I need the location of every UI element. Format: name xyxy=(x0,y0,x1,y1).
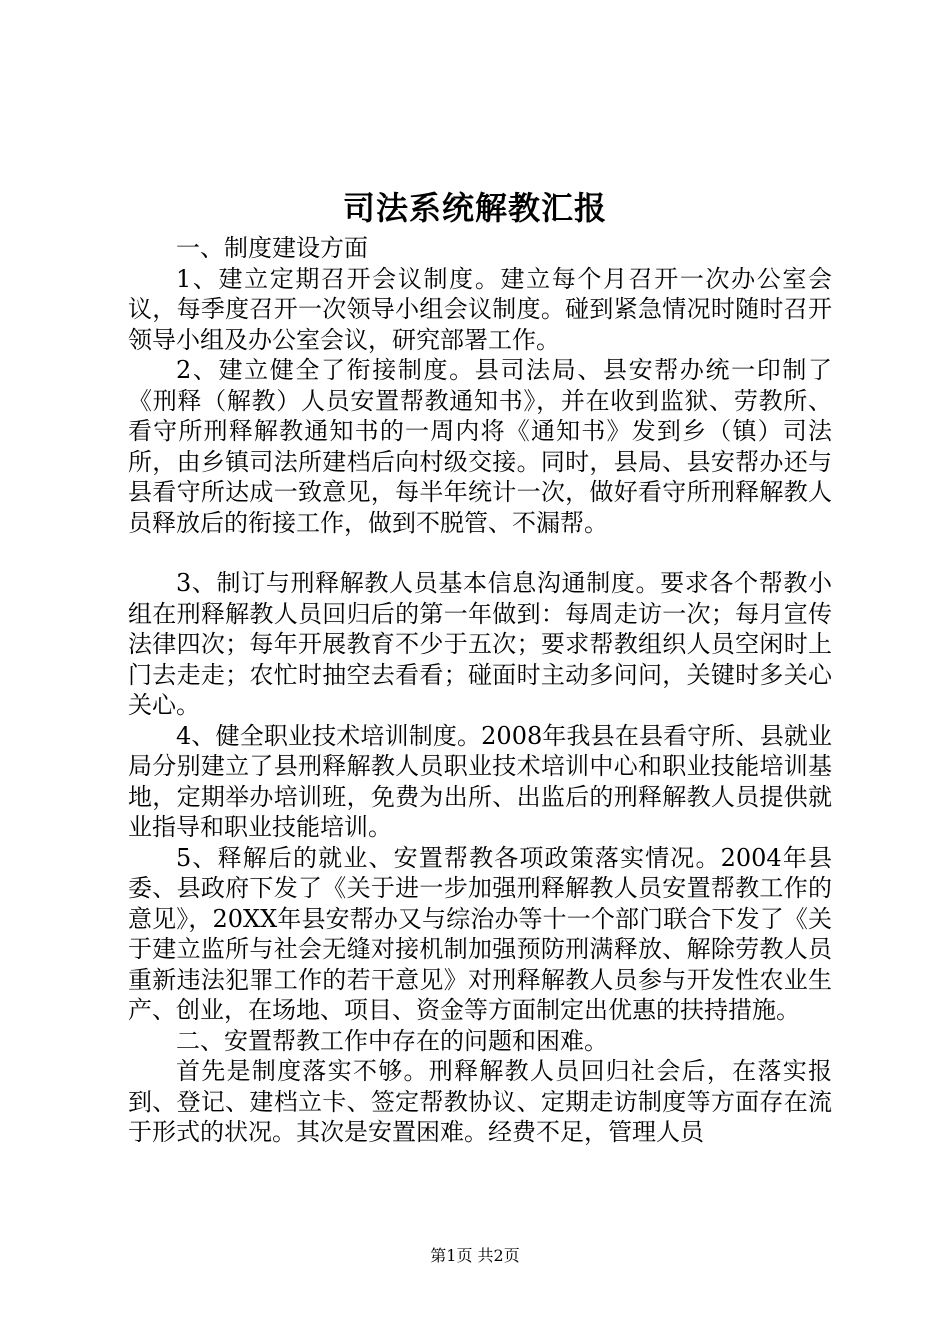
paragraph-6: 首先是制度落实不够。刑释解教人员回归社会后，在落实报到、登记、建档立卡、签定帮教协议、定期走访制度等方面存在流于形式的状况。其次是安置困难。经费不足，管理人员 xyxy=(128,1057,832,1146)
document-title: 司法系统解教汇报 xyxy=(342,189,607,227)
section-heading-1: 一、制度建设方面 xyxy=(176,234,368,262)
paragraph-5: 5、释解后的就业、安置帮教各项政策落实情况。2004年县委、县政府下发了《关于进一步加强刑释解教人员安置帮教工作的意见》，20XX年县安帮办又与综治办等十一个部门联合下发了《关于建立监所与社会无缝对接机制加强预防刑满释放、解除劳教人员重新违法犯罪工作的若干意见》对刑释解教人员参与开发性农业生产、创业，在场地、项目、资金等方面制定出优惠的扶持措施。 xyxy=(128,843,832,1024)
paragraph-gap xyxy=(128,538,832,568)
paragraph-1: 1、建立定期召开会议制度。建立每个月召开一次办公室会议，每季度召开一次领导小组会议制度。碰到紧急情况时随时召开领导小组及办公室会议，研究部署工作。 xyxy=(128,264,832,354)
page-footer: 第1页 共2页 xyxy=(430,1246,520,1265)
section-heading-2: 二、安置帮教工作中存在的问题和困难。 xyxy=(176,1026,608,1055)
paragraph-2: 2、建立健全了衔接制度。县司法局、县安帮办统一印制了《刑释（解教）人员安置帮教通知书》，并在收到监狱、劳教所、看守所刑释解教通知书的一周内将《通知书》发到乡（镇）司法所，由乡镇司法所建档后向村级交接。同时，县局、县安帮办还与县看守所达成一致意见，每半年统计一次，做好看守所刑释解教人员释放后的衔接工作，做到不脱管、不漏帮。 xyxy=(128,356,832,537)
paragraph-4: 4、健全职业技术培训制度。2008年我县在县看守所、县就业局分别建立了县刑释解教人员职业技术培训中心和职业技能培训基地，定期举办培训班，免费为出所、出监后的刑释解教人员提供就业指导和职业技能培训。 xyxy=(128,721,832,841)
paragraph-3: 3、制订与刑释解教人员基本信息沟通制度。要求各个帮教小组在刑释解教人员回归后的第一年做到：每周走访一次；每月宣传法律四次；每年开展教育不少于五次；要求帮教组织人员空闲时上门去走走；农忙时抽空去看看；碰面时主动多问问，关键时多关心关心。 xyxy=(128,569,832,719)
document-body xyxy=(128,233,832,1148)
